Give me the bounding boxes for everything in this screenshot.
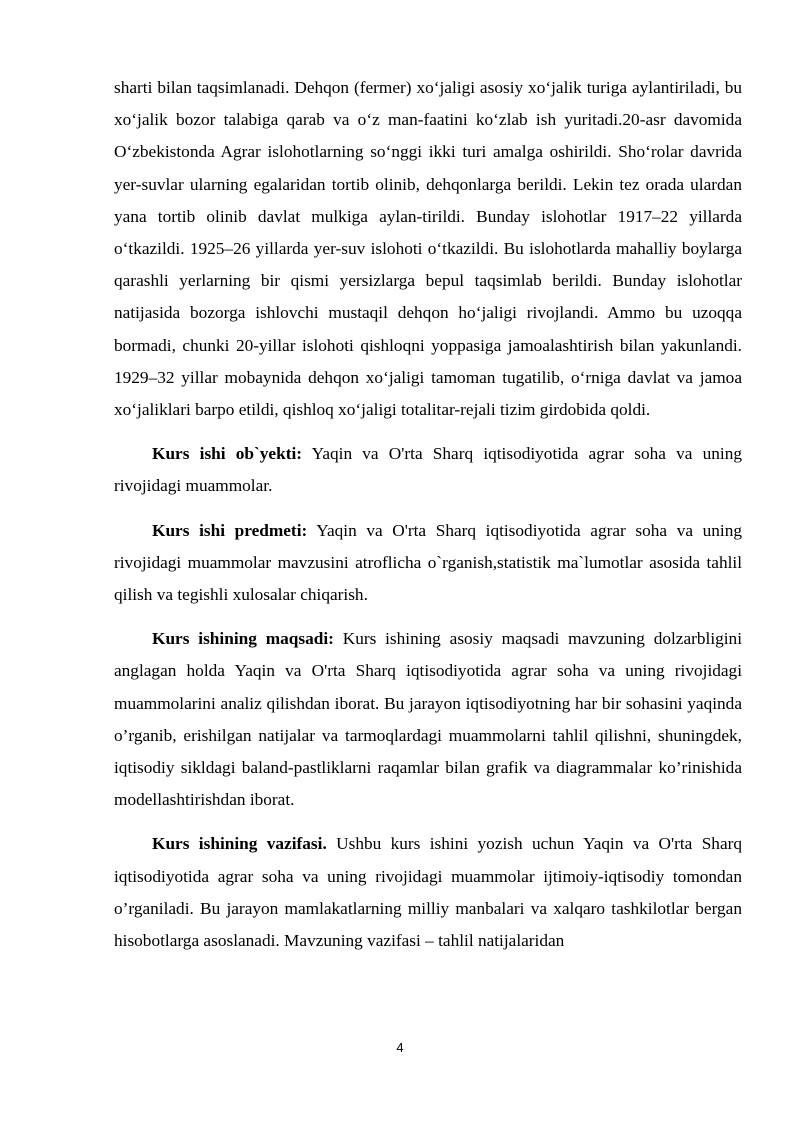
section-subject — [114, 515, 742, 612]
section-tasks-text: Ushbu kurs ishini yozish uchun Yaqin va O'rta Sharq iqtisodiyotida agrar soha va uning rivojidagi muammolar ijtimoiy-iqtisodiy tomondan o’rganiladi. Bu jarayon mamlakatlarning milliy manbalari va xalqaro tashkilotlar bergan hisobotlarga asoslanadi. Mavzuning vazifasi – tahlil natijalaridan — [114, 834, 743, 951]
document-page — [114, 72, 742, 957]
section-object-text: Yaqin va O'rta Sharq iqtisodiyotida agrar soha va uning rivojidagi muammolar. — [114, 444, 742, 496]
section-tasks — [114, 828, 742, 957]
page-number: 4 — [396, 1040, 404, 1055]
section-goal-label: Kurs ishining maqsadi: — [152, 629, 334, 649]
section-subject-text: Yaqin va O'rta Sharq iqtisodiyotida agrar soha va uning rivojidagi muammolar mavzusini atroflicha o`rganish,statistik ma`lumotlar asosida tahlil qilish va tegishli xulosalar chiqarish. — [114, 520, 742, 605]
section-goal-text: Kurs ishining asosiy maqsadi mavzuning dolzarbligini anglagan holda Yaqin va O'rta Sharq iqtisodiyotida agrar soha va uning rivojidagi muammolarini analiz qilishdan iborat. Bu jarayon iqtisodiyotning har bir sohasini yaqinda o’rganib, erishilgan natijalar va tarmoqlardagi muammolarni tahlil qilishni, shuningdek, iqtisodiy sikldagi baland-pastliklarni raqamlar bilan grafik va diagrammalar ko’rinishida modellashtirishdan iborat. — [114, 629, 743, 810]
section-goal — [114, 623, 742, 816]
section-subject-label: Kurs ishi predmeti: — [152, 520, 308, 540]
intro-paragraph: sharti bilan taqsimlanadi. Dehqon (fermer) xo‘jaligi asosiy xo‘jalik turiga aylantiriladi, bu xo‘jalik bozor talabiga qarab va o‘z man-faatini ko‘zlab ish yuritadi.20-asr davomida O‘zbekistonda Agrar islohotlarning so‘nggi ikki turi amalga oshirildi. Sho‘rolar davrida yer-suvlar ularning egalaridan tortib olinib, dehqonlarga berildi. Lekin tez orada ulardan yana tortib olinib davlat mulkiga aylan-tirildi. Bunday islohotlar 1917–22 yillarda o‘tkazildi. 1925–26 yillarda yer-suv islohoti o‘tkazildi. Bu islohotlarda mahalliy boylarga qarashli yerlarning bir qismi yersizlarga bepul taqsimlab berildi. Bunday islohotlar natijasida bozorga ishlovchi mustaqil dehqon ho‘jaligi rivojlandi. Ammo bu uzoqqa bormadi, chunki 20-yillar islohoti qishloqni yoppasiga jamoalashtirish bilan yakunlandi. 1929–32 yillar mobaynida dehqon xo‘jaligi tamoman tugatilib, o‘rniga davlat va jamoa xo‘jaliklari barpo etildi, qishloq xo‘jaligi totalitar-rejali tizim girdobida qoldi. — [114, 78, 742, 420]
section-object-label: Kurs ishi ob`yekti: — [152, 444, 303, 464]
section-tasks-label: Kurs ishining vazifasi. — [152, 834, 327, 854]
section-object — [114, 438, 742, 502]
